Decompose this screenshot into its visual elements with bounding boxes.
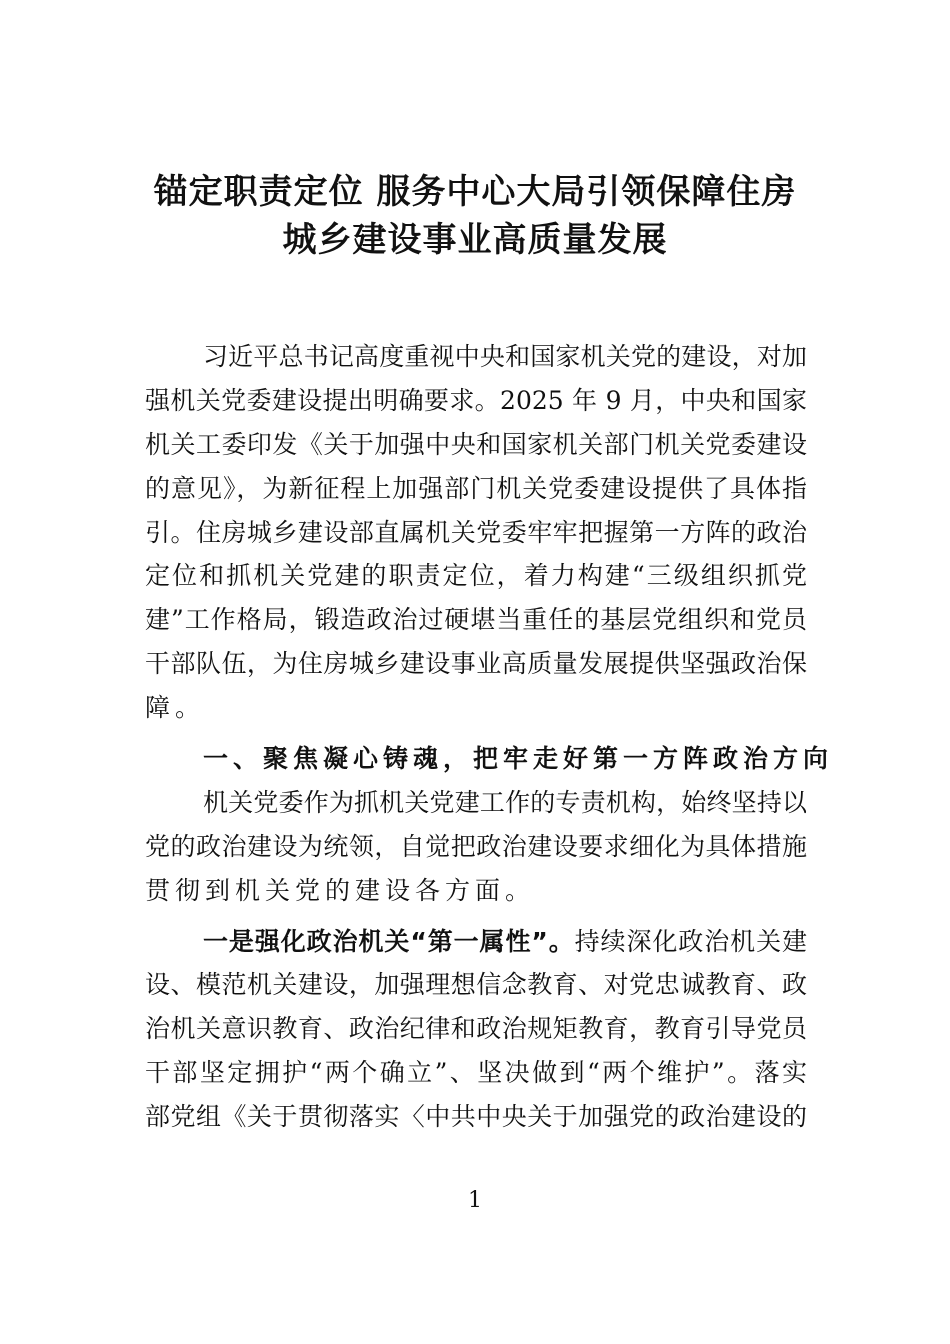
text-line: 干部队伍，为住房城乡建设事业高质量发展提供坚强政治保 xyxy=(145,649,807,679)
text-line: 治机关意识教育、政治纪律和政治规矩教育，教育引导党员 xyxy=(145,1014,807,1044)
text-line: 机关工委印发《关于加强中央和国家机关部门机关党委建设 xyxy=(145,429,807,459)
text-line: 定位和抓机关党建的职责定位，着力构建“三级组织抓党 xyxy=(145,561,807,591)
text-line: 的意见》，为新征程上加强部门机关党委建设提供了具体指 xyxy=(145,473,807,503)
intro-paragraph xyxy=(145,335,807,730)
text-line: 干部坚定拥护“两个确立”、坚决做到“两个维护”。落实 xyxy=(145,1058,807,1088)
text-line: 党的政治建设为统领，自觉把政治建设要求细化为具体措施 xyxy=(145,831,807,861)
text-line: 设、模范机关建设，加强理想信念教育、对党忠诚教育、政 xyxy=(145,970,807,1000)
document-title xyxy=(100,168,850,264)
text-line: 障。 xyxy=(145,693,206,723)
text-line: 强机关党委建设提出明确要求。2025 年 9 月，中央和国家 xyxy=(145,385,807,415)
text-line: 引。住房城乡建设部直属机关党委牢牢把握第一方阵的政治 xyxy=(145,517,807,547)
point-lead-bold: 一是强化政治机关“第一属性”。 xyxy=(203,926,575,956)
title-line-1: 锚定职责定位 服务中心大局引领保障住房 xyxy=(153,172,797,212)
point-paragraph xyxy=(145,920,807,1139)
section-heading: 一、聚焦凝心铸魂，把牢走好第一方阵政治方向 xyxy=(203,744,834,774)
point-lead-rest: 持续深化政治机关建 xyxy=(574,926,807,956)
document-body xyxy=(145,335,834,1139)
title-line-2: 城乡建设事业高质量发展 xyxy=(282,220,668,260)
text-line: 习近平总书记高度重视中央和国家机关党的建设，对加 xyxy=(203,342,807,371)
text-line: 部党组《关于贯彻落实〈中共中央关于加强党的政治建设的 xyxy=(145,1102,807,1132)
text-line: 贯彻到机关党的建设各方面。 xyxy=(145,875,536,905)
text-line: 机关党委作为抓机关党建工作的专责机构，始终坚持以 xyxy=(203,787,807,817)
text-line xyxy=(145,920,807,964)
text-line: 建”工作格局，锻造政治过硬堪当重任的基层党组织和党员 xyxy=(145,605,807,635)
page-number: 1 xyxy=(468,1188,482,1213)
section-paragraph xyxy=(145,781,807,913)
